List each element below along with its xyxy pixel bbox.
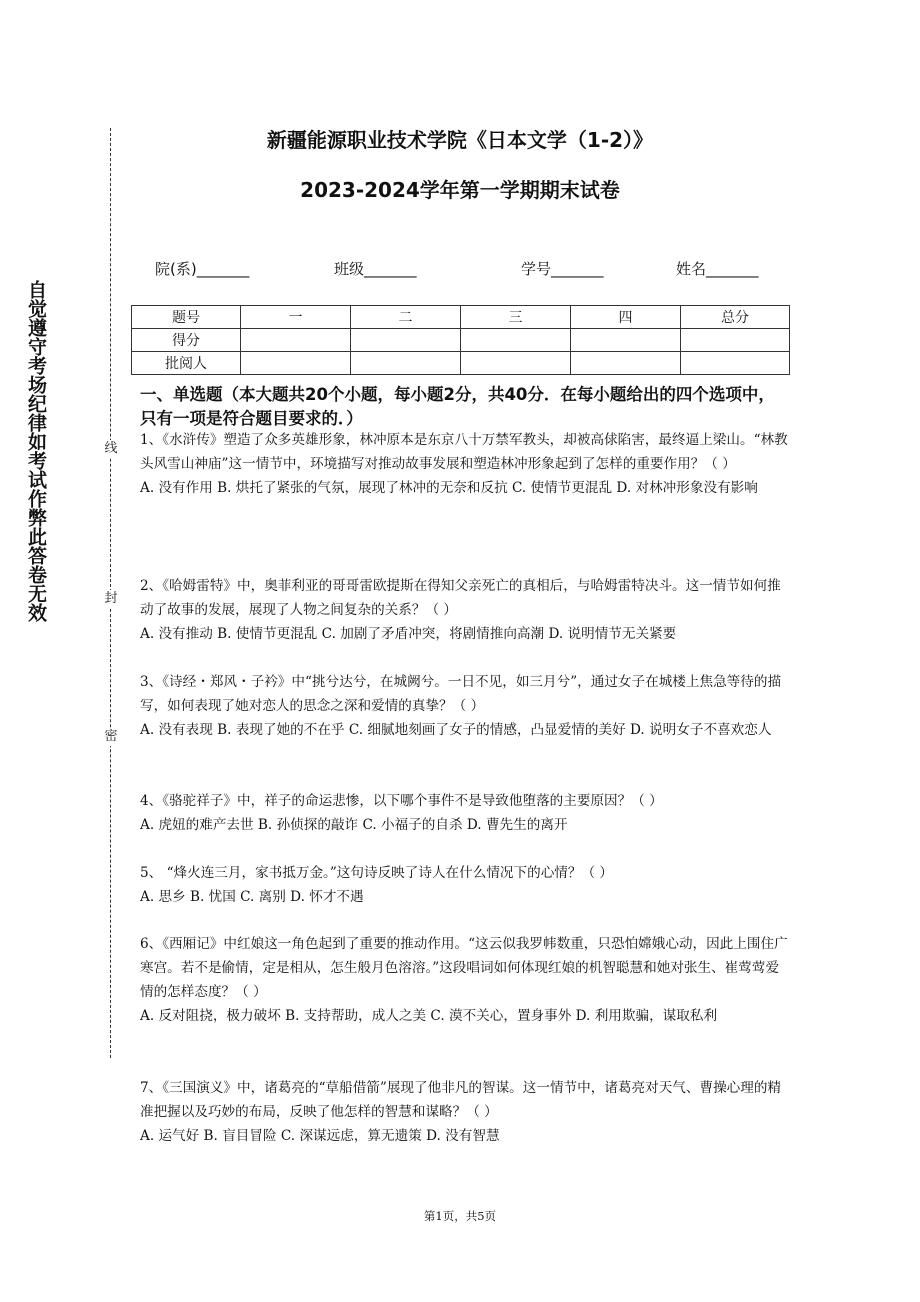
score-table	[131, 305, 790, 375]
score-cell[interactable]	[241, 352, 351, 375]
question-4	[140, 789, 788, 837]
score-cell: 总分	[681, 306, 790, 329]
question-stem: 6、《西厢记》中红娘这一角色起到了重要的推动作用。“这云似我罗帏数重，只恐怕嫦娥心动，因此上围住广寒宫。若不是偷情，定是相从，怎生般月色溶溶。”这段唱词如何体现红娘的机智聪慧和她对张生、崔莺莺爱情的怎样态度？（ ）	[140, 936, 788, 1000]
question-6	[140, 932, 788, 1028]
question-2	[140, 574, 788, 646]
seal-mark-line: 线	[104, 441, 118, 456]
question-5	[140, 861, 788, 909]
score-cell: 一	[241, 306, 351, 329]
seal-mark-secret: 密	[104, 729, 118, 744]
question-options: A. 没有表现 B. 表现了她的不在乎 C. 细腻地刻画了女子的情感，凸显爱情的美好 D. 说明女子不喜欢恋人	[140, 722, 772, 738]
score-cell[interactable]	[571, 329, 681, 352]
score-cell[interactable]	[351, 329, 461, 352]
question-stem: 1、《水浒传》塑造了众多英雄形象，林冲原本是东京八十万禁军教头，却被高俅陷害，最终逼上梁山。“林教头风雪山神庙”这一情节中，环境描写对推动故事发展和塑造林冲形象起到了怎样的重要作用？（ ）	[140, 432, 788, 472]
score-cell: 三	[461, 306, 571, 329]
score-cell[interactable]	[461, 329, 571, 352]
score-table-score-row	[132, 329, 790, 352]
question-7	[140, 1076, 788, 1148]
question-options: A. 没有推动 B. 使情节更混乱 C. 加剧了矛盾冲突，将剧情推向高潮 D. 说明情节无关紧要	[140, 626, 677, 642]
score-cell: 得分	[132, 329, 241, 352]
score-table-header-row	[132, 306, 790, 329]
question-stem: 7、《三国演义》中，诸葛亮的“草船借箭”展现了他非凡的智谋。这一情节中，诸葛亮对天气、曹操心理的精准把握以及巧妙的布局，反映了他怎样的智慧和谋略？（ ）	[140, 1080, 782, 1120]
score-cell[interactable]	[681, 329, 790, 352]
info-name[interactable]: 姓名_______	[676, 260, 759, 278]
exam-title-line1: 新疆能源职业技术学院《日本文学（1-2）》	[266, 128, 654, 152]
section-heading: 一、单选题（本大题共20个小题，每小题2分，共40分．在每小题给出的四个选项中，只有一项是符合题目要求的．）	[140, 385, 775, 428]
score-cell: 四	[571, 306, 681, 329]
score-cell[interactable]	[571, 352, 681, 375]
score-cell[interactable]	[461, 352, 571, 375]
seal-mark-seal: 封	[104, 591, 118, 606]
score-cell[interactable]	[681, 352, 790, 375]
question-1	[140, 428, 788, 500]
question-stem: 3、《诗经・郑风・子衿》中“挑兮达兮，在城阙兮。一日不见，如三月兮”，通过女子在城楼上焦急等待的描写，如何表现了她对恋人的思念之深和爱情的真挚？（ ）	[140, 674, 782, 714]
page-footer: 第1页，共5页	[423, 1209, 497, 1223]
question-stem: 5、 “烽火连三月，家书抵万金。”这句诗反映了诗人在什么情况下的心情？（ ）	[140, 865, 613, 881]
score-table-grader-row	[132, 352, 790, 375]
score-cell: 二	[351, 306, 461, 329]
question-options: A. 虎妞的难产去世 B. 孙侦探的敲诈 C. 小福子的自杀 D. 曹先生的离开	[140, 817, 568, 833]
exam-discipline-note: 自觉遵守考场纪律如考试作弊此答卷无效	[25, 280, 47, 622]
question-options: A. 思乡 B. 忧国 C. 离别 D. 怀才不遇	[140, 889, 364, 905]
info-class[interactable]: 班级_______	[334, 260, 417, 278]
info-department[interactable]: 院(系)_______	[155, 260, 250, 278]
exam-title-line2: 2023-2024学年第一学期期末试卷	[300, 178, 620, 202]
score-cell[interactable]	[351, 352, 461, 375]
question-options: A. 反对阻挠，极力破坏 B. 支持帮助，成人之美 C. 漠不关心，置身事外 D. 利用欺骗，谋取私利	[140, 1008, 718, 1024]
question-3	[140, 670, 788, 742]
question-options: A. 没有作用 B. 烘托了紧张的气氛，展现了林冲的无奈和反抗 C. 使情节更混乱 D. 对林冲形象没有影响	[140, 480, 758, 496]
score-cell[interactable]	[241, 329, 351, 352]
question-options: A. 运气好 B. 盲目冒险 C. 深谋远虑，算无遗策 D. 没有智慧	[140, 1128, 500, 1144]
score-cell: 批阅人	[132, 352, 241, 375]
question-stem: 4、《骆驼祥子》中，祥子的命运悲惨，以下哪个事件不是导致他堕落的主要原因？（ ）	[140, 793, 663, 809]
student-info-row	[0, 258, 920, 280]
info-student-id[interactable]: 学号_______	[521, 260, 604, 278]
score-cell: 题号	[132, 306, 241, 329]
question-stem: 2、《哈姆雷特》中，奥菲利亚的哥哥雷欧提斯在得知父亲死亡的真相后，与哈姆雷特决斗。这一情节如何推动了故事的发展，展现了人物之间复杂的关系？（ ）	[140, 578, 781, 618]
